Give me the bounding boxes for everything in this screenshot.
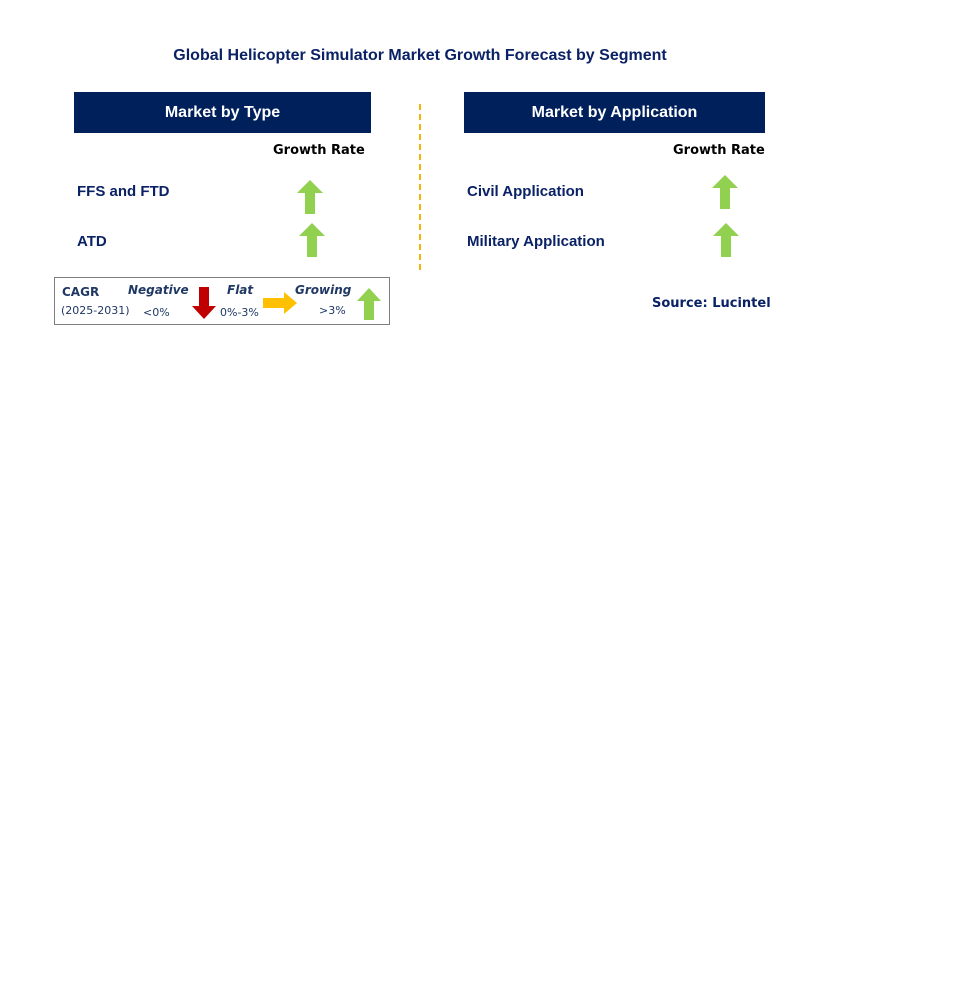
- type-growth-rate-header: Growth Rate: [273, 143, 365, 158]
- legend-period: (2025-2031): [61, 304, 130, 317]
- type-panel-header: Market by Type: [74, 92, 371, 133]
- legend-negative-range: <0%: [143, 306, 170, 319]
- arrow-up-icon: [712, 175, 738, 209]
- legend-cagr-label: CAGR: [62, 285, 100, 299]
- legend-growing-label: Growing: [295, 283, 352, 297]
- arrow-up-icon: [299, 223, 325, 257]
- arrow-up-icon: [357, 288, 381, 320]
- legend-flat-label: Flat: [227, 283, 254, 297]
- arrow-down-icon: [192, 287, 216, 319]
- source-label: Source: Lucintel: [652, 296, 771, 311]
- type-row-label-ffs-ftd: FFS and FTD: [77, 183, 170, 200]
- application-row-label-civil: Civil Application: [467, 183, 584, 200]
- arrow-right-icon: [263, 292, 297, 314]
- panel-divider: [419, 104, 421, 270]
- arrow-up-icon: [713, 223, 739, 257]
- application-row-label-military: Military Application: [467, 233, 605, 250]
- arrow-up-icon: [297, 180, 323, 214]
- application-panel-header: Market by Application: [464, 92, 765, 133]
- chart-title: Global Helicopter Simulator Market Growth Forecast by Segment: [173, 47, 667, 64]
- legend-negative-label: Negative: [128, 283, 189, 297]
- legend-flat-range: 0%-3%: [220, 306, 259, 319]
- legend-growing-range: >3%: [319, 304, 346, 317]
- type-row-label-atd: ATD: [77, 233, 107, 250]
- cagr-legend: [54, 277, 390, 325]
- application-growth-rate-header: Growth Rate: [673, 143, 765, 158]
